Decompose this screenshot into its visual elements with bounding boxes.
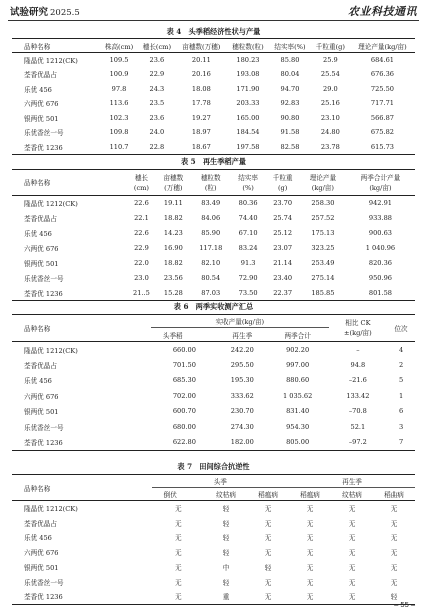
table-cell: 73.50 [238, 288, 258, 297]
table-cell: 725.50 [370, 84, 394, 93]
table-cell: 3 [398, 422, 404, 431]
table-cell: 676.36 [370, 70, 394, 79]
table-cell: 193.08 [236, 70, 260, 79]
table-cell: 80.04 [280, 70, 300, 79]
table-cell: 15.28 [163, 288, 183, 297]
table-cell: –21.6 [348, 376, 367, 385]
t4-col-5: 结实率(%) [274, 42, 306, 51]
table-cell: 无 [175, 593, 182, 602]
table-row [12, 404, 415, 420]
table-cell: 566.87 [370, 113, 394, 122]
table-cell: 4 [398, 345, 404, 354]
table-cell: 23.5 [149, 99, 165, 108]
table-cell: 无 [264, 534, 272, 543]
variety-name: 乐优香丝一号 [24, 423, 64, 432]
t6-subcol-2: 两季合计 [284, 331, 311, 340]
table-cell: 82.10 [201, 259, 221, 267]
page-header [0, 0, 427, 22]
table-row [12, 125, 415, 140]
table-cell: 175.13 [311, 229, 335, 237]
table-cell: 21..5 [133, 288, 150, 297]
t4-col-6: 千粒重(g) [315, 42, 345, 51]
t7-subcol-1: 纹枯病 [216, 491, 236, 499]
table-cell: 615.73 [370, 142, 394, 151]
table-cell: 24.80 [320, 128, 340, 137]
table4 [12, 38, 415, 155]
variety-name: 隆晶优 1212(CK) [24, 57, 78, 65]
table-row [12, 256, 415, 271]
t6-col-name: 品种名称 [12, 315, 151, 342]
table-cell: 25.54 [320, 70, 340, 79]
table-cell: 72.90 [238, 274, 258, 282]
variety-name: 乐优 456 [24, 85, 52, 94]
table-row [12, 501, 415, 516]
table-cell: 无 [175, 519, 182, 528]
issue-year: 2025.5 [50, 8, 80, 18]
t5-col-1: 穗长 (cm) [133, 173, 149, 192]
table-cell: 无 [348, 534, 356, 543]
table-cell: 23.70 [273, 199, 293, 208]
table-cell: 轻 [222, 505, 230, 514]
table-cell: 轻 [222, 578, 230, 587]
table-cell: 22.6 [134, 229, 149, 237]
table-cell: 14.23 [163, 229, 183, 237]
table-cell: 295.50 [230, 360, 254, 369]
table5-caption: 表 5 再生季稻产量 [180, 157, 246, 166]
table-cell: 19.11 [163, 199, 183, 208]
table-cell: 23.07 [273, 244, 293, 252]
t7-subcol-3: 稻瘟病 [300, 491, 320, 499]
table-cell: 274.30 [230, 422, 254, 431]
table-cell: 无 [306, 505, 314, 514]
table-cell: 820.36 [368, 259, 392, 267]
table-cell: 253.49 [311, 259, 335, 267]
table-cell: 无 [306, 578, 314, 587]
table-cell: 无 [306, 519, 314, 528]
table-cell: 5 [398, 376, 404, 385]
table-cell: 无 [390, 505, 398, 514]
table-cell: 880.60 [286, 376, 310, 385]
table-cell: 18.82 [163, 214, 183, 222]
table-cell: 717.71 [370, 99, 394, 108]
table-cell: 109.8 [109, 128, 129, 137]
table-cell: 22.9 [134, 244, 149, 252]
table-cell: 91.58 [280, 128, 300, 137]
table-cell: – [356, 345, 360, 354]
table-cell: 622.80 [172, 438, 196, 446]
table-cell: 117.18 [199, 244, 223, 252]
variety-name: 荃香优晶占 [24, 215, 57, 223]
variety-name: 荃香优 1236 [24, 143, 63, 152]
table-cell: 950.96 [368, 274, 392, 282]
table-row [12, 342, 415, 358]
table-row [12, 388, 415, 404]
table-cell: 无 [348, 519, 356, 528]
t4-col-4: 穗粒数(粒) [232, 42, 264, 51]
table-cell: 203.33 [236, 99, 260, 108]
table-cell: 933.88 [368, 214, 392, 222]
t7-subcol-5: 稻曲病 [384, 491, 404, 499]
table-cell: 83.49 [201, 199, 221, 208]
table-cell: 74.40 [238, 214, 258, 222]
table-cell: 无 [264, 549, 272, 558]
table-cell: 轻 [222, 534, 230, 543]
table-cell: 1 [398, 391, 404, 400]
table-cell: 16.90 [163, 244, 183, 252]
table-cell: 23.0 [134, 274, 149, 282]
table-cell: 无 [264, 593, 272, 602]
table-cell: 702.00 [172, 391, 196, 400]
variety-name: 乐优 456 [24, 534, 52, 543]
table-cell: 323.25 [311, 244, 335, 252]
table-row [12, 96, 415, 111]
table-cell: 无 [390, 534, 398, 543]
table4-caption: 表 4 头季稻经济性状与产量 [166, 27, 261, 36]
table-cell: 25.16 [320, 99, 340, 108]
table-cell: 22.1 [134, 214, 149, 222]
table-cell: –70.8 [348, 407, 367, 416]
table-cell: 84.06 [201, 214, 221, 222]
variety-name: 荃香优晶占 [24, 71, 57, 80]
journal-logo: 农业科技通讯 [348, 5, 417, 18]
table6-caption: 表 6 两季实收测产汇总 [173, 302, 254, 311]
table-cell: 21.14 [273, 259, 293, 267]
t7-group-first: 头季 [152, 475, 289, 488]
table-row [12, 530, 415, 545]
table-cell: 22.6 [134, 199, 149, 208]
t4-col-7: 理论产量(kg/亩) [358, 42, 407, 51]
table-cell: 18.97 [191, 128, 211, 137]
table-cell: 275.14 [311, 274, 335, 282]
table-cell: 113.6 [109, 99, 129, 108]
table7-caption: 表 7 田间综合抗逆性 [177, 462, 250, 471]
table-cell: 85.80 [280, 56, 300, 64]
t6-subcol-1: 再生季 [232, 331, 253, 340]
page-number: – 55 – [394, 600, 415, 609]
table-cell: 重 [222, 593, 230, 602]
table-cell: 1 040.96 [365, 244, 396, 252]
t5-col-7: 两季合计产量 (kg/亩) [360, 173, 401, 192]
table7 [12, 474, 415, 605]
t5-col-4: 结实率 (%) [238, 173, 258, 192]
variety-name: 荃香优 1236 [24, 439, 63, 447]
table-cell: 20.16 [191, 70, 211, 79]
table-cell: 25.12 [273, 229, 293, 237]
table-cell: 242.20 [230, 345, 254, 354]
table-row [12, 373, 415, 389]
table-row [12, 419, 415, 435]
table-cell: 无 [348, 564, 356, 573]
table-cell: 87.03 [201, 288, 221, 297]
journal-section: 试验研究 2025.5 [10, 7, 80, 18]
table-cell: 25.9 [323, 56, 338, 64]
table-cell: 97.8 [111, 84, 127, 93]
table-cell: 85.90 [201, 229, 221, 237]
table-cell: 22.0 [134, 259, 149, 267]
t7-group-ratoon: 再生季 [289, 475, 415, 488]
table5 [12, 169, 415, 301]
table-cell: 185.85 [311, 288, 335, 297]
variety-name: 荃香优晶占 [24, 519, 57, 528]
table-cell: 22.37 [273, 288, 293, 297]
t5-col-6: 理论产量 (kg/亩) [309, 173, 337, 192]
table-cell: 6 [398, 407, 404, 416]
t6-col-group: 实收产量(kg/亩) [151, 315, 329, 328]
table-cell: 900.63 [368, 229, 392, 237]
table-cell: 中 [222, 564, 230, 573]
table-cell: 19.27 [191, 113, 211, 122]
table-cell: 805.00 [286, 438, 310, 446]
table-cell: 180.23 [236, 56, 260, 64]
variety-name: 荃香优 1236 [24, 289, 63, 298]
table-cell: 195.30 [230, 376, 254, 385]
table-cell: 23.10 [320, 113, 340, 122]
table-cell: 23.6 [149, 113, 165, 122]
table-row [12, 111, 415, 126]
table-cell: 954.30 [286, 422, 310, 431]
t5-col-3: 穗粒数 (粒) [200, 173, 221, 192]
table-cell: 29.0 [323, 84, 338, 93]
table-cell: 67.10 [238, 229, 258, 237]
table-cell: –97.2 [348, 438, 367, 446]
table-cell: 23.40 [273, 274, 293, 282]
table-cell: 25.74 [273, 214, 293, 222]
table-cell: 无 [175, 505, 182, 514]
table-cell: 258.30 [311, 199, 335, 208]
table-cell: 无 [390, 578, 398, 587]
table-row [12, 560, 415, 575]
table-cell: 无 [390, 549, 398, 558]
variety-name: 乐优香丝一号 [24, 275, 64, 283]
table-cell: 20.11 [191, 56, 211, 64]
variety-name: 乐优 456 [24, 230, 52, 238]
table-cell: 无 [264, 578, 272, 587]
table-cell: 无 [390, 564, 398, 573]
variety-name: 隆晶优 1212(CK) [24, 346, 78, 355]
table-cell: 997.00 [286, 360, 310, 369]
table-cell: 2 [398, 360, 404, 369]
table-cell: 660.00 [172, 345, 196, 354]
table-cell: 184.54 [236, 128, 260, 137]
table-row [12, 286, 415, 301]
table-row [12, 53, 415, 68]
t6-subcol-0: 头季稻 [162, 331, 183, 340]
table-row [12, 82, 415, 97]
variety-name: 乐优 456 [24, 377, 52, 386]
table-cell: 无 [348, 593, 356, 602]
table-cell: 无 [348, 549, 356, 558]
table-cell: 110.7 [109, 142, 129, 151]
table-cell: 18.08 [191, 84, 211, 93]
table-cell: 600.70 [172, 407, 196, 416]
table-cell: 轻 [264, 564, 272, 573]
table-cell: 80.54 [201, 274, 221, 282]
table-cell: 133.42 [346, 391, 370, 400]
variety-name: 乐优香丝一号 [24, 578, 64, 587]
table-cell: 80.36 [238, 199, 258, 208]
table-cell: 23.6 [149, 56, 165, 64]
t5-col-2: 亩穗数 (万穗) [163, 173, 184, 192]
table-row [12, 357, 415, 373]
variety-name: 六两优 676 [24, 100, 59, 109]
table-cell: 831.40 [286, 407, 310, 416]
table-cell: 轻 [390, 593, 398, 602]
table-cell: 100.9 [109, 70, 129, 79]
table-cell: 24.0 [149, 128, 165, 137]
table-row [12, 211, 415, 226]
variety-name: 荃香优晶占 [24, 361, 57, 370]
table-cell: 18.67 [191, 142, 211, 151]
table-cell: 无 [175, 564, 182, 573]
variety-name: 银两优 501 [24, 408, 59, 417]
t7-subcol-0: 倒伏 [163, 491, 177, 499]
variety-name: 银两优 501 [24, 114, 59, 123]
table-cell: 680.00 [172, 422, 196, 431]
t4-col-3: 亩穗数(万穗) [182, 42, 221, 51]
table-cell: 94.8 [350, 360, 366, 369]
table-cell: 无 [390, 519, 398, 528]
table-row [12, 196, 415, 211]
table-cell: 23.78 [320, 142, 340, 151]
table-cell: 82.58 [280, 142, 300, 151]
table-cell: 无 [306, 564, 314, 573]
table-cell: 92.83 [280, 99, 300, 108]
variety-name: 六两优 676 [24, 549, 59, 558]
table-row [12, 140, 415, 155]
table-cell: 无 [175, 534, 182, 543]
t7-subcol-4: 纹枯病 [342, 491, 362, 499]
header-rule [8, 20, 419, 21]
table-cell: 685.30 [172, 376, 196, 385]
table6 [12, 314, 415, 451]
table-row [12, 545, 415, 560]
table-cell: 165.00 [236, 113, 260, 122]
table-cell: 18.82 [163, 259, 183, 267]
t4-col-1: 株高(cm) [104, 42, 134, 51]
table-row [12, 435, 415, 451]
table-cell: 942.91 [368, 199, 392, 208]
table-cell: 230.70 [230, 407, 254, 416]
table-cell: 801.58 [368, 288, 392, 297]
table-cell: 91.3 [240, 259, 256, 267]
table-cell: 无 [348, 578, 356, 587]
table-cell: 无 [348, 505, 356, 514]
table-cell: 无 [175, 578, 182, 587]
table-cell: 182.00 [230, 438, 254, 446]
table-cell: 22.8 [149, 142, 165, 151]
variety-name: 乐优香丝一号 [24, 129, 64, 138]
table-cell: 轻 [222, 519, 230, 528]
table-cell: 197.58 [236, 142, 260, 151]
variety-name: 隆晶优 1212(CK) [24, 505, 78, 514]
variety-name: 隆晶优 1212(CK) [24, 200, 78, 209]
table-cell: 1 035.62 [282, 391, 313, 400]
table-cell: 无 [264, 505, 272, 514]
t5-col-5: 千粒重 (g) [272, 173, 293, 192]
table-cell: 701.50 [172, 360, 196, 369]
variety-name: 荃香优 1236 [24, 593, 63, 602]
table-row [12, 589, 415, 604]
t7-subcol-2: 稻瘟病 [258, 491, 278, 499]
table-row [12, 241, 415, 256]
table-cell: 无 [306, 549, 314, 558]
table-cell: 102.3 [109, 113, 129, 122]
t6-col-ck: 相比 CK ±(kg/亩) [329, 315, 387, 342]
table-cell: 无 [175, 549, 182, 558]
table-cell: 684.61 [370, 56, 394, 64]
table-row [12, 226, 415, 241]
table-row [12, 271, 415, 286]
table-row [12, 67, 415, 82]
table-row [12, 574, 415, 589]
table-cell: 22.9 [149, 70, 165, 79]
t4-col-0: 品种名称 [24, 42, 51, 51]
table-cell: 675.82 [370, 128, 394, 137]
table-cell: 23.56 [163, 274, 183, 282]
table-cell: 24.3 [149, 84, 165, 93]
table-cell: 171.90 [236, 84, 260, 93]
table-cell: 17.78 [191, 99, 211, 108]
table-cell: 94.70 [280, 84, 300, 93]
variety-name: 银两优 501 [24, 260, 59, 268]
table-cell: 无 [264, 519, 272, 528]
table-cell: 90.80 [280, 113, 300, 122]
variety-name: 银两优 501 [24, 564, 59, 573]
table-cell: 7 [398, 438, 404, 446]
table-cell: 902.20 [286, 345, 310, 354]
table-cell: 257.52 [311, 214, 335, 222]
table-cell: 333.62 [230, 391, 254, 400]
variety-name: 六两优 676 [24, 392, 59, 401]
variety-name: 六两优 676 [24, 245, 59, 253]
table-cell: 轻 [222, 549, 230, 558]
t4-col-2: 穗长(cm) [142, 42, 172, 51]
t7-col-name: 品种名称 [12, 475, 152, 501]
t6-col-rank: 位次 [387, 315, 415, 342]
table-cell: 52.1 [350, 422, 366, 431]
table-cell: 无 [306, 593, 314, 602]
table-row [12, 515, 415, 530]
table-cell: 无 [306, 534, 314, 543]
table-cell: 109.5 [109, 56, 129, 64]
table-cell: 83.24 [238, 244, 258, 252]
t5-col-0: 品种名称 [24, 178, 51, 187]
